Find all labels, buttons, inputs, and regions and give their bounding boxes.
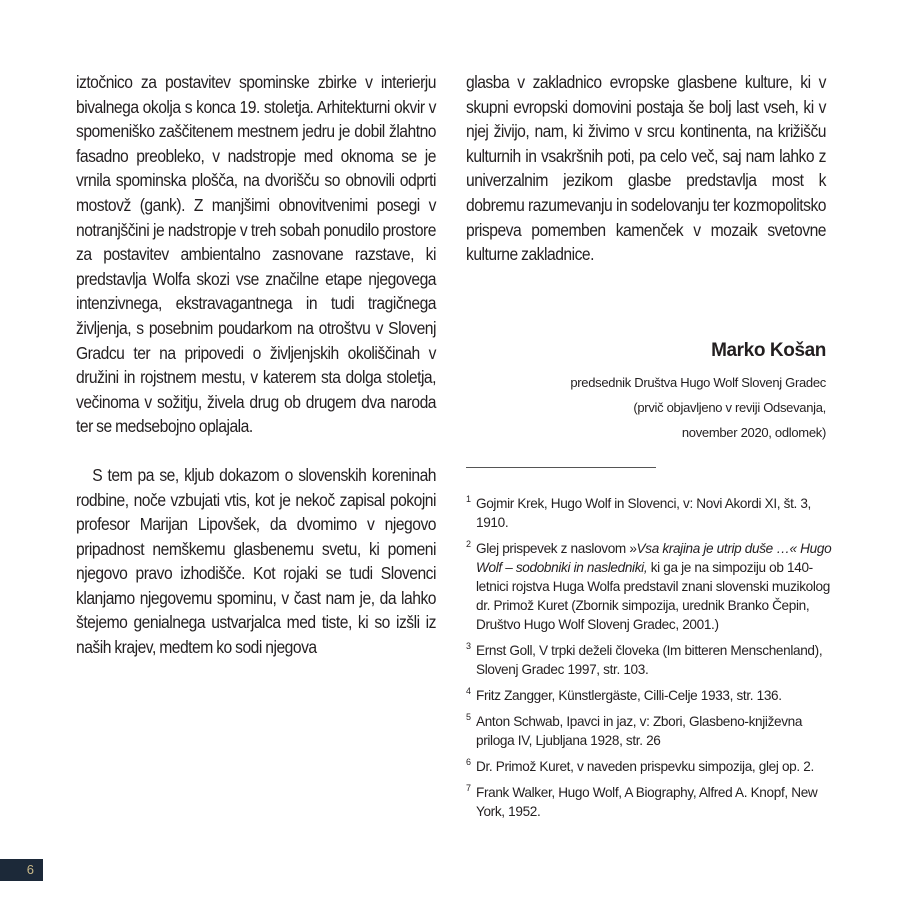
footnote-text-post: ki ga je na simpoziju ob 140-letnici rojstva Huga Wolfa predstavil znani slovenski muzikolog dr. Primož Kuret (Zbornik simpozija, urednik Branko Čepin, Društvo Hugo Wolf Slovenj Gradec, 2001.)	[476, 560, 830, 632]
body-paragraph: iztočnico za postavitev spominske zbirke v interierju bivalnega okolja s konca 19. stoletja. Arhitekturni okvir v spomeniško zaščitenem mestnem jedru je dobil žlahtno fasadno preobleko, v nadstropje med oknoma se je vrnila spominska plošča, na dvorišču so obnovili odprti mostovž (gank). Z manjšimi obnovitvenimi posegi v notranjščini je nadstropje v treh sobah ponudilo prostore za postavitev ambientalno zasnovane razstave, ki predstavlja Wolfa skozi vse značilne etape njegovega intenzivnega, ekstravagantnega in tudi tragičnega življenja, s posebnim poudarkom na otroštvu v Slovenj Gradcu ter na pripovedi o življenjskih okoliščinah v družini in rojstnem mestu, v katerem sta dolga stoletja, večinoma v sožitju, živela drug ob drugem dva naroda ter se medsebojno oplajala.	[76, 72, 436, 437]
footnote	[466, 757, 838, 776]
footnote-text: Frank Walker, Hugo Wolf, A Biography, Alfred A. Knopf, New York, 1952.	[476, 785, 818, 819]
right-column	[466, 70, 826, 267]
footnote-divider	[466, 467, 656, 468]
footnote	[466, 494, 838, 532]
footnote-number: 2	[466, 539, 471, 549]
footnote	[466, 783, 838, 821]
author-role: predsednik Društva Hugo Wolf Slovenj Gradec	[570, 375, 826, 390]
page-number: 6	[0, 859, 43, 881]
footnote-number: 5	[466, 712, 471, 722]
footnote-text-pre: Glej prispevek z naslovom »	[476, 541, 637, 556]
footnote-number: 4	[466, 686, 471, 696]
footnote-number: 7	[466, 783, 471, 793]
source-line-2: november 2020, odlomek)	[681, 425, 826, 440]
footnote-text: Gojmir Krek, Hugo Wolf in Slovenci, v: Novi Akordi XI, št. 3, 1910.	[476, 496, 811, 530]
body-paragraph: S tem pa se, kljub dokazom o slovenskih koreninah rodbine, noče vzbujati vtis, kot je nekoč zapisal pokojni profesor Marijan Lipovšek, da dvomimo v njegovo pripadnost nemškemu glasbenemu svetu, ki pomeni njegovo pravo izhodišče. Kot rojaki se tudi Slovenci klanjamo njegovemu spominu, v čast nam je, da lahko štejemo genialnega ustvarjalca med tiste, ki so izšli iz naših krajev, medtem ko sodi njegova	[76, 464, 436, 658]
footnote-text: Dr. Primož Kuret, v naveden prispevku simpozija, glej op. 2.	[476, 759, 814, 774]
body-paragraph: glasba v zakladnico evropske glasbene kulture, ki v skupni evropski domovini postaja še bolj last vseh, ki v njej živijo, nam, ki živimo v srcu kontinenta, na križišču kulturnih in vsakršnih poti, pa celo več, saj nam lahko z univerzalnim jezikom glasbe predstavlja most k dobremu razumevanju in sodelovanju ter kozmopolitsko prispeva pomemben kamenček v mozaik svetovne kulturne zakladnice.	[466, 72, 826, 265]
footnote	[466, 641, 838, 679]
right-body-text	[466, 70, 826, 267]
signature-block	[466, 340, 826, 445]
left-body-text	[76, 70, 436, 660]
source-line-1: (prvič objavljeno v reviji Odsevanja,	[633, 400, 826, 415]
footnote-number: 6	[466, 757, 471, 767]
footnote-number: 1	[466, 494, 471, 504]
footnote	[466, 539, 838, 634]
footnote-number: 3	[466, 641, 471, 651]
footnote	[466, 686, 838, 705]
footnote-text: Fritz Zangger, Künstlergäste, Cilli-Celje 1933, str. 136.	[476, 688, 782, 703]
footnote-text: Anton Schwab, Ipavci in jaz, v: Zbori, Glasbeno-književna priloga IV, Ljubljana 1928, str. 26	[476, 714, 803, 748]
footnote-text	[476, 539, 838, 634]
author-name: Marko Košan	[711, 340, 826, 361]
footnote-text: Ernst Goll, V trpki deželi človeka (Im bitteren Menschenland), Slovenj Gradec 1997, str. 103.	[476, 643, 823, 677]
footnotes-list	[466, 494, 838, 828]
footnote-title-italic: Vsa krajina je utrip duše …« Hugo Wolf – sodobniki in nasledniki,	[476, 541, 832, 575]
footnote	[466, 712, 838, 750]
left-column	[76, 70, 436, 660]
